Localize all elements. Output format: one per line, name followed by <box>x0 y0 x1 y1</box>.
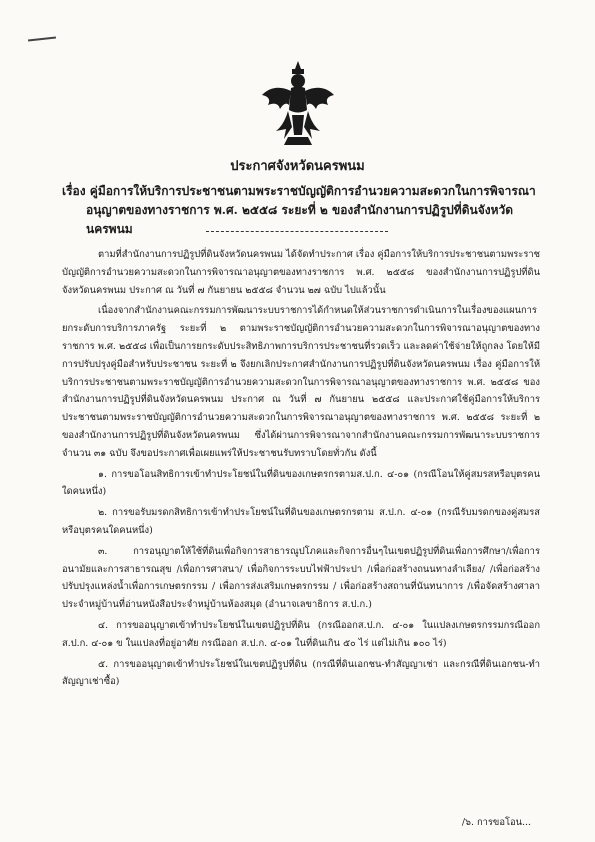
list-item-2: ๒. การขอรับมรดกสิทธิการเข้าทำประโยชน์ในที่ดินของเกษตรกรตาม ส.ป.ก. ๔-๐๑ (กรณีรับมรดกของคู่สมรสหรือบุตรคนใดคนหนึ่ง) <box>62 507 540 536</box>
continuation-note: /๖. การขอโอน... <box>461 817 531 828</box>
list-item-1: ๑. การขอโอนสิทธิการเข้าทำประโยชน์ในที่ดินของเกษตรกรตามส.ป.ก. ๔-๐๑ (กรณีโอนให้คู่สมรสหรือบุตรคนใดคนหนึ่ง) <box>62 468 540 498</box>
title-block <box>40 155 555 239</box>
list-item-5: ๕. การขออนุญาตเข้าทำประโยชน์ในเขตปฏิรูปที่ดิน (กรณีที่ดินเอกชน-ทำสัญญาเช่า และกรณีที่ดินเอกชน-ทำสัญญาเช่าซื้อ) <box>62 658 540 688</box>
announcement-title: ประกาศจังหวัดนครพนม <box>230 159 365 174</box>
paragraph-1: ตามที่สำนักงานการปฏิรูปที่ดินจังหวัดนครพนม ได้จัดทำประกาศ เรื่อง คู่มือการให้บริการประชาชนตามพระราชบัญญัติการอำนวยความสะดวกในการพิจารณาอนุญาตของทางราชการ พ.ศ. ๒๕๕๘ ของสำนักงานการปฏิรูปที่ดินจังหวัดนครพนม ประกาศ ณ วันที่ ๗ กันยายน ๒๕๕๘ จำนวน ๒๗ ฉบับ ไปแล้วนั้น <box>62 249 540 296</box>
list-item-3: ๓. การอนุญาตให้ใช้ที่ดินเพื่อกิจการสาธารณูปโภคและกิจการอื่นๆในเขตปฏิรูปที่ดินเพื่อการศึกษา/เพื่อการอนามัยและการสาธารณสุข /เพื่อการศาสนา/ เพื่อกิจการระบบไฟฟ้าประปา /เพื่อก่อสร้างถนนทางลำเลียง/ /เพื่อก่อสร้างปรับปรุงแหล่งน้ำเพื่อการเกษตรกรรม / เพื่อการส่งเสริมเกษตรกรรม / เพื่อก่อสร้างสถานที่นันทนาการ /เพื่อจัดสร้างศาลาประจำหมู่บ้านที่อ่านหนังสือประจำหมู่บ้านห้องสมุด (อำนาจเลขาธิการ ส.ป.ก.) <box>62 545 540 611</box>
scan-mark <box>28 37 56 42</box>
divider <box>206 231 388 232</box>
document-body <box>62 246 540 694</box>
garuda-emblem-icon <box>258 55 338 155</box>
subject-line-2: อนุญาตของทางราชการ พ.ศ. ๒๕๕๘ ระยะที่ ๒ ของสำนักงานการปฏิรูปที่ดินจังหวัดนครพนม <box>86 203 514 236</box>
subject-line-1: เรื่อง คู่มือการให้บริการประชาชนตามพระราชบัญญัติการอำนวยความสะดวกในการพิจารณา <box>62 184 536 198</box>
list-item-4: ๔. การขออนุญาตเข้าทำประโยชน์ในเขตปฏิรูปที่ดิน (กรณีออกส.ป.ก. ๔-๐๑ ในแปลงเกษตรกรรมกรณีออก ส.ป.ก. ๔-๐๑ ข ในแปลงที่อยู่อาศัย กรณีออก ส.ป.ก. ๔-๐๑ ในที่ดินเกิน ๕๐ ไร่ แต่ไม่เกิน ๑๐๐ ไร่) <box>62 619 540 649</box>
paragraph-2: เนื่องจากสำนักงานคณะกรรมการพัฒนาระบบราชการได้กำหนดให้ส่วนราชการดำเนินการในเรื่องของแผนการยกระดับการบริการภาครัฐ ระยะที่ ๒ ตามพระราชบัญญัติการอำนวยความสะดวกในการพิจารณาอนุญาตของทางราชการ พ.ศ. ๒๕๕๘ เพื่อเป็นการยกระดับประสิทธิภาพการบริการประชาชนที่รวดเร็ว และลดค่าใช้จ่ายให้ถูกลง โดยให้มีการปรับปรุงคู่มือสำหรับประชาชน ระยะที่ ๒ จึงยกเลิกประกาศสำนักงานการปฏิรูปที่ดินจังหวัดนครพนม เรื่อง คู่มือการให้บริการประชาชนตามพระราชบัญญัติการอำนวยความสะดวกในการพิจารณาอนุญาตของทางราชการ พ.ศ. ๒๕๕๘ ของสำนักงานการปฏิรูปที่ดินจังหวัดนครพนม ประกาศ ณ วันที่ ๗ กันยายน ๒๕๕๘ และประกาศใช้คู่มือการให้บริการประชาชนตามพระราชบัญญัติการอำนวยความสะดวกในการพิจารณาอนุญาตของทางราชการ พ.ศ. ๒๕๕๘ ระยะที่ ๒ ของสำนักงานการปฏิรูปที่ดินจังหวัดนครพนม ซึ่งได้ผ่านการพิจารณาจากสำนักงานคณะกรรมการพัฒนาระบบราชการ จำนวน ๓๑ ฉบับ จึงขอประกาศเพื่อเผยแพร่ให้ประชาชนรับทราบโดยทั่วกัน ดังนี้ <box>62 305 540 459</box>
